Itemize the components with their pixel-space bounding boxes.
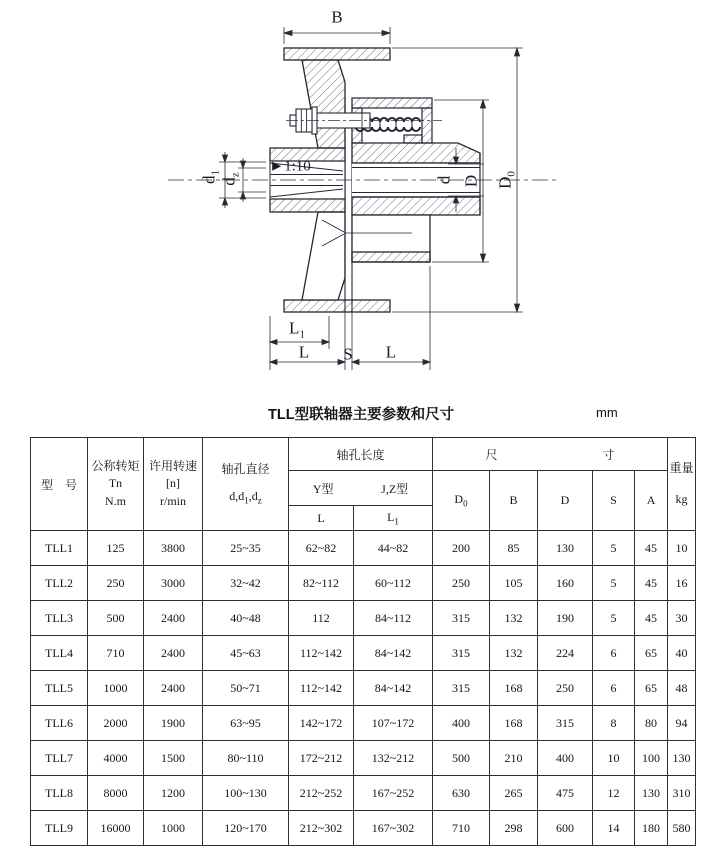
coupling-gap-lines bbox=[345, 98, 352, 312]
cell-B: 265 bbox=[490, 776, 538, 811]
cell-weight: 310 bbox=[668, 776, 696, 811]
cell-B: 105 bbox=[490, 566, 538, 601]
cell-L1: 167~252 bbox=[354, 776, 433, 811]
cell-D0: 315 bbox=[433, 636, 490, 671]
cell-speed: 2400 bbox=[144, 601, 203, 636]
dim-label-D0: $D_0$ bbox=[495, 171, 518, 189]
cell-B: 85 bbox=[490, 531, 538, 566]
cell-bore: 40~48 bbox=[203, 601, 289, 636]
cell-L1: 132~212 bbox=[354, 741, 433, 776]
cell-S: 5 bbox=[593, 601, 635, 636]
cell-bore: 45~63 bbox=[203, 636, 289, 671]
cell-L1: 107~172 bbox=[354, 706, 433, 741]
cell-D0: 400 bbox=[433, 706, 490, 741]
cell-torque: 500 bbox=[88, 601, 144, 636]
cell-L: 112 bbox=[289, 601, 354, 636]
cell-B: 132 bbox=[490, 601, 538, 636]
table-unit: mm bbox=[596, 405, 618, 420]
coupling-section-drawing bbox=[0, 0, 725, 392]
table-row bbox=[31, 776, 696, 811]
coupling-drawing-svg bbox=[0, 0, 725, 392]
cell-speed: 3000 bbox=[144, 566, 203, 601]
cell-A: 130 bbox=[635, 776, 668, 811]
cell-S: 6 bbox=[593, 671, 635, 706]
cell-L: 142~172 bbox=[289, 706, 354, 741]
cell-B: 168 bbox=[490, 671, 538, 706]
table-row bbox=[31, 601, 696, 636]
cell-D: 315 bbox=[538, 706, 593, 741]
cell-D0: 315 bbox=[433, 601, 490, 636]
col-header-bore-diameter: 轴孔直径 $d,d_1,d_z$ bbox=[203, 438, 289, 531]
cell-B: 298 bbox=[490, 811, 538, 846]
cell-model: TLL9 bbox=[31, 811, 88, 846]
cell-speed: 1000 bbox=[144, 811, 203, 846]
cell-speed: 2400 bbox=[144, 671, 203, 706]
cell-bore: 50~71 bbox=[203, 671, 289, 706]
table-row bbox=[31, 531, 696, 566]
subheader-B: B bbox=[490, 471, 538, 531]
dim-label-d1: $d_1$ bbox=[199, 170, 222, 184]
cell-torque: 250 bbox=[88, 566, 144, 601]
cell-model: TLL7 bbox=[31, 741, 88, 776]
cell-model: TLL8 bbox=[31, 776, 88, 811]
cell-model: TLL5 bbox=[31, 671, 88, 706]
cell-A: 45 bbox=[635, 531, 668, 566]
cell-bore: 32~42 bbox=[203, 566, 289, 601]
dim-label-L1: $L_1$ bbox=[289, 318, 305, 341]
cell-L1: 84~142 bbox=[354, 636, 433, 671]
table-row bbox=[31, 636, 696, 671]
cell-L: 62~82 bbox=[289, 531, 354, 566]
cell-weight: 48 bbox=[668, 671, 696, 706]
cell-L1: 60~112 bbox=[354, 566, 433, 601]
cell-bore: 100~130 bbox=[203, 776, 289, 811]
cell-torque: 2000 bbox=[88, 706, 144, 741]
cell-torque: 710 bbox=[88, 636, 144, 671]
cell-S: 14 bbox=[593, 811, 635, 846]
subheader-S: S bbox=[593, 471, 635, 531]
parameters-table bbox=[30, 437, 696, 846]
cell-L1: 44~82 bbox=[354, 531, 433, 566]
jz-type-label: J,Z型 bbox=[381, 481, 409, 496]
table-body bbox=[31, 531, 696, 846]
cell-L: 82~112 bbox=[289, 566, 354, 601]
cell-speed: 2400 bbox=[144, 636, 203, 671]
taper-mark: ►1:10 bbox=[269, 158, 311, 175]
cell-weight: 10 bbox=[668, 531, 696, 566]
cell-D0: 710 bbox=[433, 811, 490, 846]
cell-weight: 580 bbox=[668, 811, 696, 846]
cell-D: 600 bbox=[538, 811, 593, 846]
cell-torque: 125 bbox=[88, 531, 144, 566]
subheader-D: D bbox=[538, 471, 593, 531]
dim-label-S: S bbox=[343, 344, 353, 364]
y-type-label: Y型 bbox=[312, 481, 334, 496]
table-row bbox=[31, 671, 696, 706]
cell-torque: 8000 bbox=[88, 776, 144, 811]
table-row bbox=[31, 741, 696, 776]
dim-label-D: D bbox=[461, 174, 481, 188]
cell-A: 80 bbox=[635, 706, 668, 741]
cell-D: 400 bbox=[538, 741, 593, 776]
col-header-weight: 重量 kg bbox=[668, 438, 696, 531]
cell-weight: 16 bbox=[668, 566, 696, 601]
col-header-model: 型 号 bbox=[31, 438, 88, 531]
cell-S: 6 bbox=[593, 636, 635, 671]
cell-model: TLL4 bbox=[31, 636, 88, 671]
table-row bbox=[31, 706, 696, 741]
cell-weight: 30 bbox=[668, 601, 696, 636]
dim-label-B: B bbox=[331, 7, 343, 27]
col-header-speed: 许用转速 [n] r/min bbox=[144, 438, 203, 531]
cell-S: 12 bbox=[593, 776, 635, 811]
col-header-bore-length: 轴孔长度 bbox=[289, 438, 433, 471]
cell-L: 212~252 bbox=[289, 776, 354, 811]
cell-D0: 250 bbox=[433, 566, 490, 601]
cell-L: 172~212 bbox=[289, 741, 354, 776]
cell-speed: 1900 bbox=[144, 706, 203, 741]
col-header-dimensions: 尺 寸 bbox=[433, 438, 668, 471]
cell-S: 10 bbox=[593, 741, 635, 776]
cell-B: 210 bbox=[490, 741, 538, 776]
cell-bore: 80~110 bbox=[203, 741, 289, 776]
cell-bore: 63~95 bbox=[203, 706, 289, 741]
cell-D0: 200 bbox=[433, 531, 490, 566]
subheader-bore-types bbox=[289, 471, 433, 506]
cell-bore: 120~170 bbox=[203, 811, 289, 846]
cell-D: 224 bbox=[538, 636, 593, 671]
cell-L: 212~302 bbox=[289, 811, 354, 846]
cell-S: 5 bbox=[593, 566, 635, 601]
cell-L1: 84~142 bbox=[354, 671, 433, 706]
cell-weight: 40 bbox=[668, 636, 696, 671]
cell-L1: 167~302 bbox=[354, 811, 433, 846]
cell-A: 65 bbox=[635, 671, 668, 706]
cell-A: 45 bbox=[635, 566, 668, 601]
cell-A: 65 bbox=[635, 636, 668, 671]
cell-torque: 4000 bbox=[88, 741, 144, 776]
right-hub bbox=[352, 143, 480, 262]
dim-label-dz: $d_z$ bbox=[219, 172, 242, 186]
dim-label-d: d bbox=[434, 175, 454, 185]
cell-D: 130 bbox=[538, 531, 593, 566]
cell-S: 8 bbox=[593, 706, 635, 741]
cell-L: 112~142 bbox=[289, 636, 354, 671]
cell-A: 180 bbox=[635, 811, 668, 846]
cell-bore: 25~35 bbox=[203, 531, 289, 566]
cell-speed: 1500 bbox=[144, 741, 203, 776]
cell-torque: 16000 bbox=[88, 811, 144, 846]
cell-D0: 315 bbox=[433, 671, 490, 706]
cell-model: TLL6 bbox=[31, 706, 88, 741]
cell-D: 475 bbox=[538, 776, 593, 811]
table-title: TLL型联轴器主要参数和尺寸 bbox=[268, 407, 455, 423]
cell-model: TLL3 bbox=[31, 601, 88, 636]
cell-weight: 130 bbox=[668, 741, 696, 776]
cell-weight: 94 bbox=[668, 706, 696, 741]
table-header bbox=[31, 438, 696, 531]
cell-S: 5 bbox=[593, 531, 635, 566]
subheader-D0: $D_0$ bbox=[433, 471, 490, 531]
cell-model: TLL2 bbox=[31, 566, 88, 601]
cell-D: 250 bbox=[538, 671, 593, 706]
cell-model: TLL1 bbox=[31, 531, 88, 566]
subheader-A: A bbox=[635, 471, 668, 531]
dim-label-L-left: L bbox=[298, 342, 310, 362]
cell-B: 132 bbox=[490, 636, 538, 671]
cell-D: 190 bbox=[538, 601, 593, 636]
cell-L1: 84~112 bbox=[354, 601, 433, 636]
table-row bbox=[31, 566, 696, 601]
cell-L: 112~142 bbox=[289, 671, 354, 706]
dim-label-L-right: L bbox=[385, 342, 397, 362]
cell-B: 168 bbox=[490, 706, 538, 741]
subheader-L1: $L_1$ bbox=[354, 506, 433, 531]
cell-D0: 500 bbox=[433, 741, 490, 776]
cell-torque: 1000 bbox=[88, 671, 144, 706]
cell-speed: 3800 bbox=[144, 531, 203, 566]
table-row bbox=[31, 811, 696, 846]
subheader-L: L bbox=[289, 506, 354, 531]
col-header-torque: 公称转矩 Tn N.m bbox=[88, 438, 144, 531]
cell-speed: 1200 bbox=[144, 776, 203, 811]
cell-D: 160 bbox=[538, 566, 593, 601]
cell-D0: 630 bbox=[433, 776, 490, 811]
cell-A: 45 bbox=[635, 601, 668, 636]
cell-A: 100 bbox=[635, 741, 668, 776]
